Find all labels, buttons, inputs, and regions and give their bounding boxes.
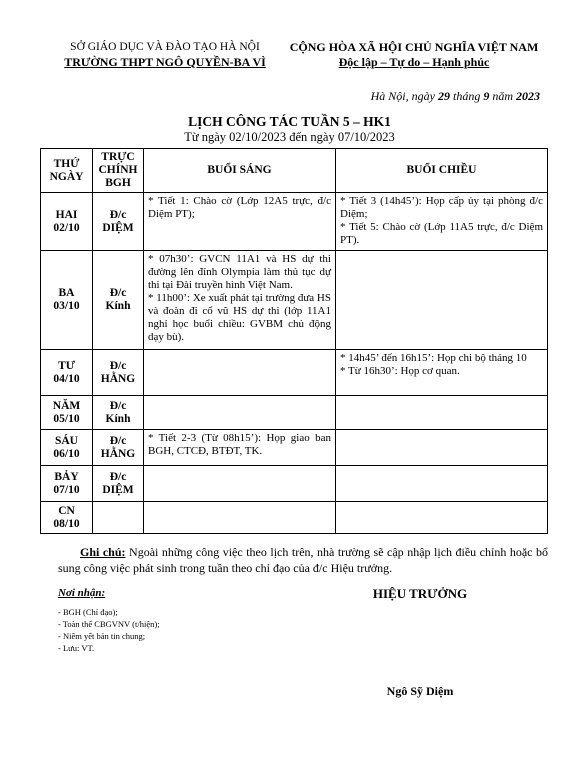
day-name: SÁU [54,434,78,447]
day-cell [41,193,93,251]
duty-cell: Đ/c Kính [93,251,144,350]
recipient-item: - Lưu: VT. [58,643,95,653]
morning-cell [144,396,336,430]
school-name: TRƯỜNG THPT NGÔ QUYỀN-BA VÌ [64,55,266,69]
morning-cell [144,251,336,350]
table-row [41,193,548,251]
day-date: 06/10 [53,447,80,460]
page-title: LỊCH CÔNG TÁC TUẦN 5 – HK1 [188,114,391,129]
event-item: * Từ 16h30’: Họp cơ quan. [340,365,460,377]
signer-title: HIỆU TRƯỞNG [372,586,468,601]
day-cell [41,430,93,466]
schedule-table [40,148,548,534]
day-cell [41,396,93,430]
day-name: NĂM [52,399,81,412]
day-cell [41,466,93,502]
event-item: * Tiết 1: Chào cờ (Lớp 12A5 trực, đ/c Diệm PT); [148,195,331,220]
recipient-item: - Niêm yết bản tin chung; [58,631,146,641]
national-motto: Độc lập – Tự do – Hạnh phúc [338,55,490,69]
header-duty: TRỰC CHÍNH BGH [93,149,144,193]
table-row [41,430,548,466]
document-date [300,89,540,104]
day-cell [41,350,93,396]
event-item: * Tiết 5: Chào cờ (Lớp 11A5 trực, đ/c Diệm PT). [340,221,543,246]
afternoon-cell [336,251,548,350]
header-day: THỨ NGÀY [41,149,93,193]
table-row [41,466,548,502]
recipient-item: - BGH (Chỉ đạo); [58,607,118,617]
republic-name: CỘNG HÒA XÃ HỘI CHỦ NGHĨA VIỆT NAM [289,40,539,54]
date-year: 2023 [516,89,540,103]
duty-cell: Đ/c Kính [93,396,144,430]
date-prefix: Hà Nội, ngày [370,89,438,103]
day-date: 02/10 [53,221,80,234]
event-item: * 07h30’: GVCN 11A1 và HS dự thi đường lên đỉnh Olympia làm thủ tục dự thi tại Đài truyền hình Việt Nam. [148,253,331,291]
table-row [41,350,548,396]
day-name: BẢY [54,470,79,483]
note-label: Ghi chú: [80,545,126,559]
afternoon-cell [336,350,548,396]
duty-cell: Đ/c HẰNG [93,350,144,396]
day-date: 07/10 [53,483,80,496]
day-date: 03/10 [53,300,80,312]
table-row [41,396,548,430]
afternoon-cell [336,193,548,251]
afternoon-cell [336,502,548,534]
duty-cell: Đ/c HẰNG [93,430,144,466]
table-row [41,502,548,534]
day-cell [41,502,93,534]
table-header-row [41,149,548,193]
day-date: 05/10 [53,412,80,425]
afternoon-cell [336,466,548,502]
day-date: 04/10 [53,372,80,385]
morning-cell [144,502,336,534]
date-month-label: tháng [449,89,484,103]
day-name: CN [58,504,75,517]
morning-cell [144,430,336,466]
duty-cell: Đ/c DIỆM [93,193,144,251]
signer-name: Ngô Sỹ Diệm [386,684,454,698]
day-cell [41,251,93,350]
morning-cell [144,466,336,502]
recipients-title: Nơi nhận: [58,587,106,599]
ministry-name: SỞ GIÁO DỤC VÀ ĐÀO TẠO HÀ NỘI [70,41,260,53]
morning-cell [144,350,336,396]
date-year-label: năm [489,89,516,103]
afternoon-cell [336,396,548,430]
note-text: Ngoài những công việc theo lịch trên, nhà trường sẽ cập nhập lịch điều chỉnh hoặc bổ sung công việc phát sinh trong tuần theo chỉ đạo của đ/c Hiệu trưởng. [58,545,549,575]
header-afternoon: BUỔI CHIỀU [336,149,548,193]
morning-cell [144,193,336,251]
recipient-item: - Toàn thể CBGVNV (t/hiện); [58,619,160,629]
recipients-list [58,606,160,654]
date-month: 9 [483,89,490,103]
day-date: 08/10 [53,517,80,530]
issuer-block [50,40,280,70]
day-name: HAI [55,208,78,221]
date-day: 29 [437,89,450,103]
header-morning: BUỔI SÁNG [144,149,336,193]
day-name: TƯ [58,359,75,372]
event-item: * Tiết 3 (14h45’): Họp cấp ủy tại phòng đ/c Diệm; [340,195,543,220]
note-paragraph [58,544,548,576]
afternoon-cell [336,430,548,466]
day-name: BA [58,287,75,299]
event-item: * 11h00’: Xe xuất phát tại trường đưa HS và đoàn đi cổ vũ HS dự thi (lớp 11A1 nghỉ học buổi chiều: GVBM chủ động dạy bù). [148,292,331,343]
national-header [284,40,544,70]
table-row [41,251,548,350]
page-subtitle: Từ ngày 02/10/2023 đến ngày 07/10/2023 [184,130,395,144]
duty-cell: Đ/c DIỆM [93,466,144,502]
event-item: * Tiết 2-3 (Từ 08h15’): Họp giao ban BGH, CTCĐ, BTĐT, TK. [148,432,331,457]
event-item: * 14h45’ đến 16h15’: Họp chi bộ tháng 10 [340,352,527,364]
duty-cell [93,502,144,534]
